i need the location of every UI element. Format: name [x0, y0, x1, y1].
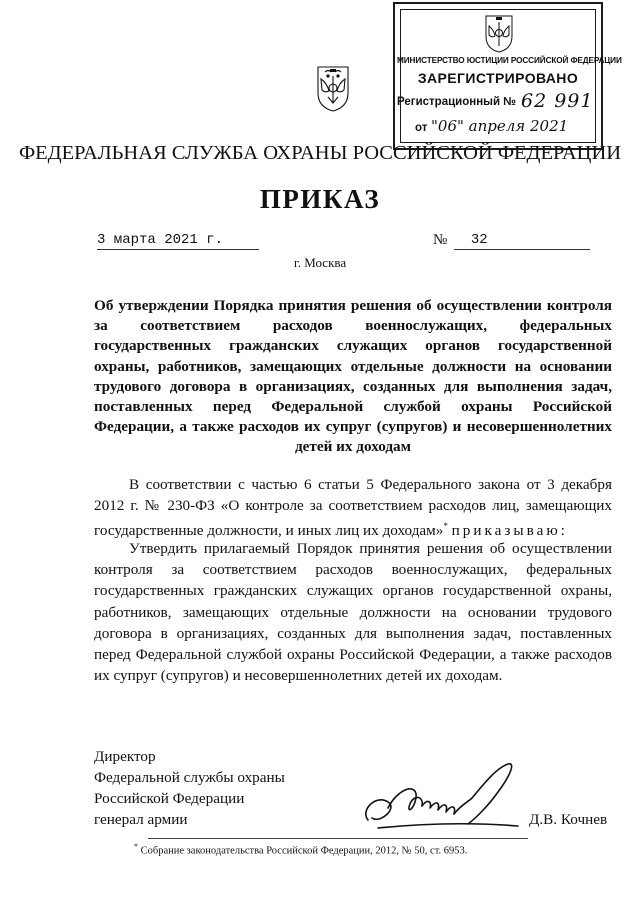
- footnote-mark: *: [134, 842, 138, 851]
- body-paragraph-2: Утвердить прилагаемый Порядок принятия решения об осуществлении контроля за соответствием расходов военнослужащих, федеральных государственных гражданских служащих органов государственной охраны, работников, замещающих отдельные должности на основании трудового договора в организациях, созданных для выполнения задач, поставленных перед Федеральной службой охраны Российской Федерации, а также расходов их супруг (супругов) и несовершеннолетних детей их доходам.: [94, 540, 612, 685]
- subject-last-line: детей их доходам: [294, 438, 411, 456]
- stamp-date-value: "06" апреля 2021: [431, 117, 569, 135]
- stamp-emblem-icon: [483, 12, 515, 54]
- order-number-value: 32: [470, 232, 488, 248]
- stamp-reg-number: 62 991: [521, 90, 594, 112]
- registration-stamp: [393, 2, 622, 150]
- subject-body: Об утверждении Порядка принятия решения об осуществлении контроля за соответствием расходов военнослужащих, федеральных государственных гражданских служащих органов государственной охраны, работников, замещающих отдельные должности на основании трудового договора в организациях, созданных для выполнения задач, поставленных перед Федеральной службой охраны Российской Федерации, а также расходов их супруг (супругов) и несовершеннолетних: [94, 297, 612, 436]
- paragraph-1-footnote-mark: *: [443, 521, 448, 532]
- stamp-date-label: от: [415, 122, 428, 134]
- order-number-label: №: [433, 232, 448, 248]
- paragraph-1-verb: приказываю:: [451, 522, 568, 540]
- order-number: [454, 232, 590, 250]
- signatory-name: Д.В. Кочнев: [529, 811, 608, 828]
- stamp-reg-label: Регистрационный №: [397, 96, 517, 108]
- order-date: 3 марта 2021 г.: [97, 232, 259, 250]
- footnote: [134, 842, 467, 857]
- city: г. Москва: [293, 255, 347, 270]
- organization-name: ФЕДЕРАЛЬНАЯ СЛУЖБА ОХРАНЫ РОССИЙСКОЙ ФЕДЕРАЦИИ: [18, 142, 622, 164]
- document-type: ПРИКАЗ: [259, 184, 381, 214]
- stamp-status: ЗАРЕГИСТРИРОВАНО: [417, 70, 579, 86]
- stamp-ministry: МИНИСТЕРСТВО ЮСТИЦИИ РОССИЙСКОЙ ФЕДЕРАЦИИ: [397, 56, 622, 65]
- signatory-position: Директор: [94, 748, 156, 765]
- footnote-text: Собрание законодательства Российской Федерации, 2012, № 50, ст. 6953.: [140, 845, 468, 857]
- order-subject: [94, 296, 612, 458]
- coat-of-arms-icon: [315, 63, 351, 113]
- signatory-title: [94, 746, 285, 830]
- signatory-rank: генерал армии: [94, 811, 188, 828]
- paragraph-1-text: В соответствии с частью 6 статьи 5 Федерального закона от 3 декабря 2012 г. № 230-ФЗ «О контроле за соответствием расходов лиц, замещающих государственные должности, и иных лиц их доходам»: [94, 476, 612, 540]
- handwritten-signature: [358, 758, 528, 833]
- body-paragraph-1: [94, 474, 612, 542]
- signatory-country: Российской Федерации: [94, 790, 245, 807]
- signatory-service: Федеральной службы охраны: [94, 769, 285, 786]
- footnote-divider: [148, 838, 528, 839]
